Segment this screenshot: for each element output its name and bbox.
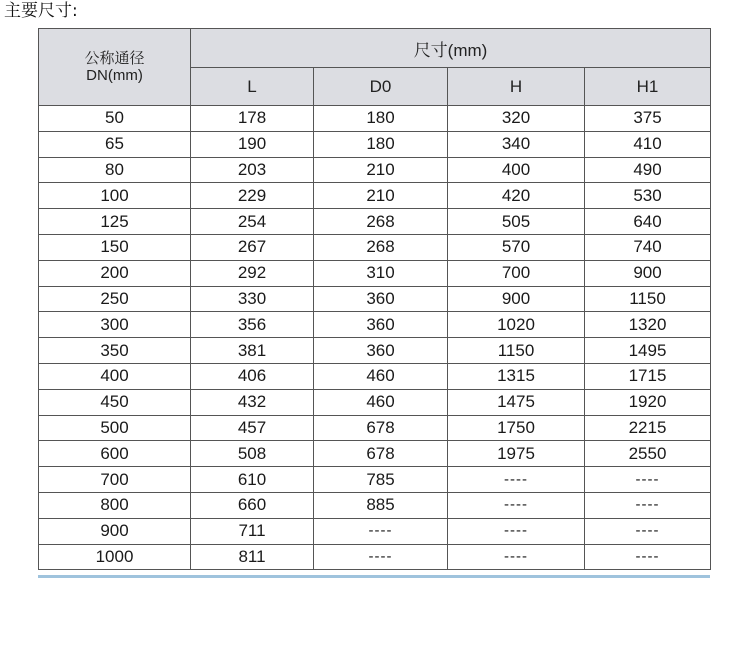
table-row bbox=[39, 544, 711, 570]
cell-dn: 600 bbox=[39, 441, 191, 467]
cell-dn: 65 bbox=[39, 131, 191, 157]
cell-h1: 1320 bbox=[585, 312, 711, 338]
cell-h: 570 bbox=[448, 234, 585, 260]
cell-dn: 300 bbox=[39, 312, 191, 338]
column-header-l: L bbox=[191, 68, 314, 106]
cell-dn: 100 bbox=[39, 183, 191, 209]
cell-d0: ---- bbox=[314, 544, 448, 570]
cell-h1: 490 bbox=[585, 157, 711, 183]
cell-d0: 268 bbox=[314, 209, 448, 235]
cell-h1: ---- bbox=[585, 467, 711, 493]
cell-h1: 530 bbox=[585, 183, 711, 209]
cell-h1: 900 bbox=[585, 260, 711, 286]
table-row bbox=[39, 260, 711, 286]
cell-d0: 460 bbox=[314, 389, 448, 415]
cell-d0: 678 bbox=[314, 441, 448, 467]
table-row bbox=[39, 157, 711, 183]
cell-h: 1750 bbox=[448, 415, 585, 441]
column-header-d0: D0 bbox=[314, 68, 448, 106]
table-row bbox=[39, 234, 711, 260]
cell-d0: 360 bbox=[314, 312, 448, 338]
cell-l: 457 bbox=[191, 415, 314, 441]
table-row bbox=[39, 363, 711, 389]
cell-l: 811 bbox=[191, 544, 314, 570]
cell-l: 432 bbox=[191, 389, 314, 415]
cell-d0: 310 bbox=[314, 260, 448, 286]
cell-h1: 1715 bbox=[585, 363, 711, 389]
section-title: 主要尺寸: bbox=[4, 1, 78, 21]
cell-d0: ---- bbox=[314, 518, 448, 544]
table-row bbox=[39, 131, 711, 157]
cell-h1: 1920 bbox=[585, 389, 711, 415]
cell-h1: 375 bbox=[585, 106, 711, 132]
table-body bbox=[39, 106, 711, 570]
cell-d0: 678 bbox=[314, 415, 448, 441]
cell-h: 420 bbox=[448, 183, 585, 209]
cell-h: ---- bbox=[448, 492, 585, 518]
cell-h1: ---- bbox=[585, 518, 711, 544]
cell-h1: 2550 bbox=[585, 441, 711, 467]
cell-l: 190 bbox=[191, 131, 314, 157]
dn-header-label: 公称通径 bbox=[84, 50, 145, 67]
cell-dn: 800 bbox=[39, 492, 191, 518]
table-row bbox=[39, 209, 711, 235]
cell-dn: 125 bbox=[39, 209, 191, 235]
cell-l: 330 bbox=[191, 286, 314, 312]
cell-dn: 50 bbox=[39, 106, 191, 132]
cell-d0: 180 bbox=[314, 106, 448, 132]
cell-h: ---- bbox=[448, 467, 585, 493]
cell-l: 267 bbox=[191, 234, 314, 260]
cell-h: 340 bbox=[448, 131, 585, 157]
cell-l: 406 bbox=[191, 363, 314, 389]
cell-h1: 410 bbox=[585, 131, 711, 157]
cell-h1: 640 bbox=[585, 209, 711, 235]
cell-h1: ---- bbox=[585, 492, 711, 518]
cell-d0: 460 bbox=[314, 363, 448, 389]
cell-h: 320 bbox=[448, 106, 585, 132]
cell-h: 700 bbox=[448, 260, 585, 286]
table-row bbox=[39, 183, 711, 209]
cell-l: 178 bbox=[191, 106, 314, 132]
table-row bbox=[39, 106, 711, 132]
cell-l: 381 bbox=[191, 338, 314, 364]
table-bottom-border bbox=[38, 575, 710, 578]
table-row bbox=[39, 389, 711, 415]
cell-l: 508 bbox=[191, 441, 314, 467]
cell-dn: 80 bbox=[39, 157, 191, 183]
cell-l: 203 bbox=[191, 157, 314, 183]
cell-h: ---- bbox=[448, 518, 585, 544]
cell-h: 1020 bbox=[448, 312, 585, 338]
cell-l: 610 bbox=[191, 467, 314, 493]
table-header bbox=[39, 29, 711, 106]
cell-l: 229 bbox=[191, 183, 314, 209]
table-row bbox=[39, 441, 711, 467]
cell-dn: 700 bbox=[39, 467, 191, 493]
cell-h: 1475 bbox=[448, 389, 585, 415]
cell-h1: ---- bbox=[585, 544, 711, 570]
cell-dn: 450 bbox=[39, 389, 191, 415]
table-row bbox=[39, 467, 711, 493]
dimension-group-header: 尺寸(mm) bbox=[191, 29, 711, 68]
cell-d0: 268 bbox=[314, 234, 448, 260]
cell-l: 292 bbox=[191, 260, 314, 286]
cell-h1: 1150 bbox=[585, 286, 711, 312]
table-row bbox=[39, 415, 711, 441]
cell-dn: 150 bbox=[39, 234, 191, 260]
table-row bbox=[39, 518, 711, 544]
cell-dn: 350 bbox=[39, 338, 191, 364]
dn-header-unit: DN(mm) bbox=[86, 67, 143, 84]
table-row bbox=[39, 338, 711, 364]
column-header-h1: H1 bbox=[585, 68, 711, 106]
cell-l: 254 bbox=[191, 209, 314, 235]
cell-d0: 180 bbox=[314, 131, 448, 157]
cell-h1: 2215 bbox=[585, 415, 711, 441]
cell-d0: 210 bbox=[314, 183, 448, 209]
table-row bbox=[39, 286, 711, 312]
cell-h: 1150 bbox=[448, 338, 585, 364]
column-header-h: H bbox=[448, 68, 585, 106]
cell-h: 400 bbox=[448, 157, 585, 183]
cell-h1: 1495 bbox=[585, 338, 711, 364]
cell-h: 1975 bbox=[448, 441, 585, 467]
cell-h1: 740 bbox=[585, 234, 711, 260]
dimensions-table-container bbox=[38, 28, 710, 570]
cell-dn: 1000 bbox=[39, 544, 191, 570]
cell-d0: 360 bbox=[314, 286, 448, 312]
cell-dn: 200 bbox=[39, 260, 191, 286]
dimensions-table bbox=[38, 28, 711, 570]
cell-dn: 250 bbox=[39, 286, 191, 312]
cell-h: 505 bbox=[448, 209, 585, 235]
cell-d0: 885 bbox=[314, 492, 448, 518]
cell-dn: 900 bbox=[39, 518, 191, 544]
cell-d0: 785 bbox=[314, 467, 448, 493]
table-row bbox=[39, 312, 711, 338]
dn-header-cell bbox=[39, 29, 191, 106]
cell-d0: 210 bbox=[314, 157, 448, 183]
cell-l: 711 bbox=[191, 518, 314, 544]
cell-d0: 360 bbox=[314, 338, 448, 364]
cell-l: 660 bbox=[191, 492, 314, 518]
cell-h: 1315 bbox=[448, 363, 585, 389]
cell-h: 900 bbox=[448, 286, 585, 312]
cell-h: ---- bbox=[448, 544, 585, 570]
cell-l: 356 bbox=[191, 312, 314, 338]
table-row bbox=[39, 492, 711, 518]
cell-dn: 400 bbox=[39, 363, 191, 389]
cell-dn: 500 bbox=[39, 415, 191, 441]
